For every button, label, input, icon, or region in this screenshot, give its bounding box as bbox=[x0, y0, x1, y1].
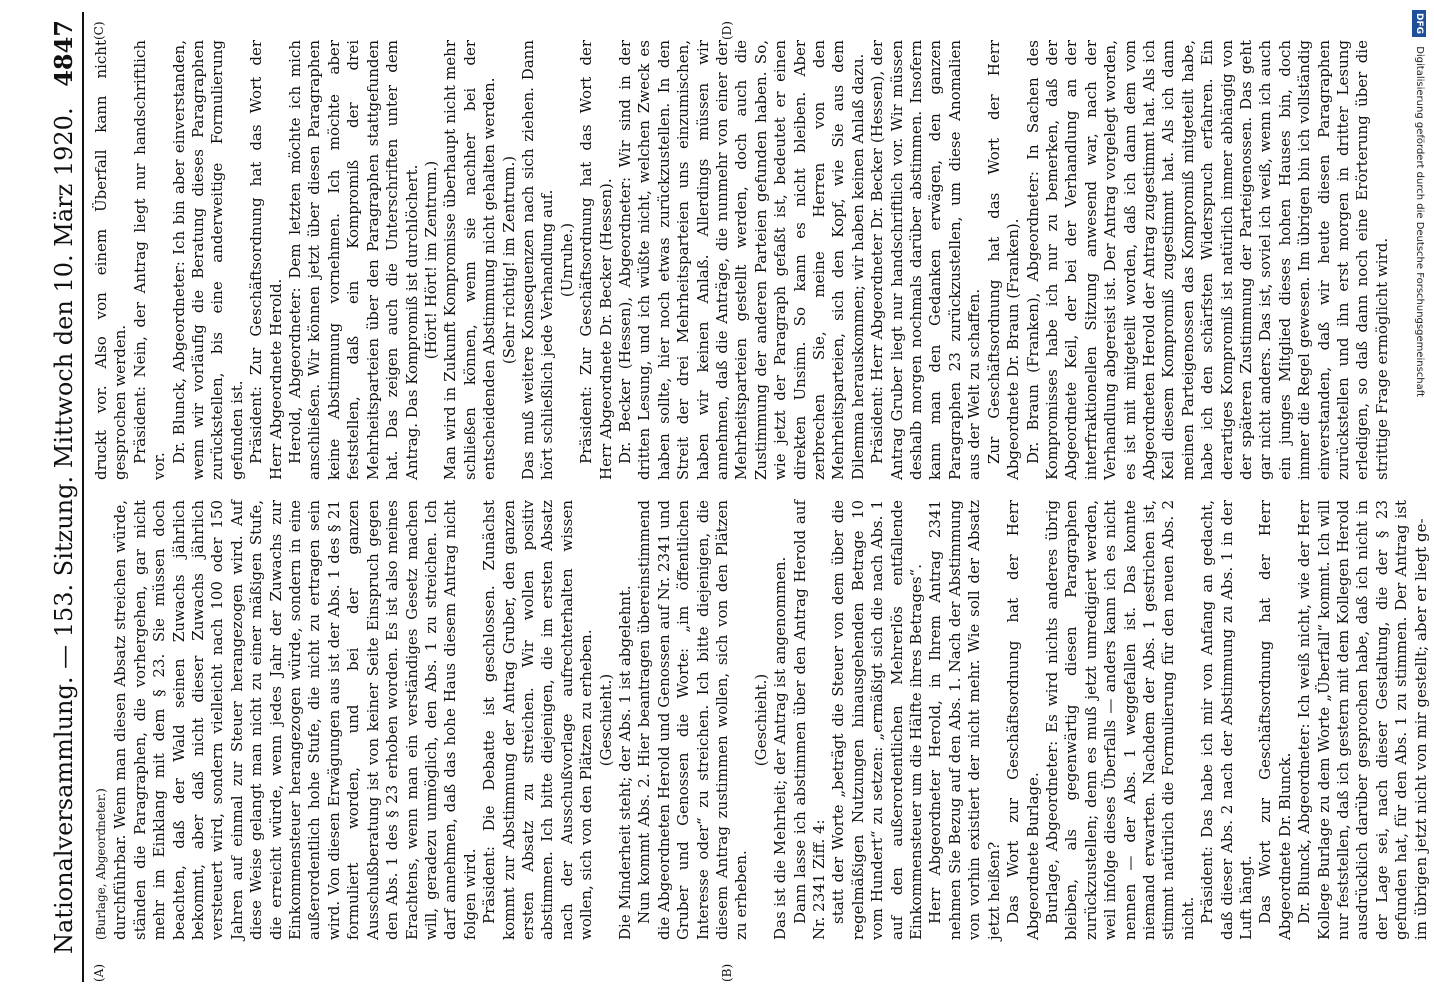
paragraph: Das Wort zur Geschäftsordnung hat der Herr Abgeordnete Dr. Blunck. bbox=[1256, 500, 1294, 940]
paragraph: druckt vor. Also von einem Überfall kann nicht gesprochen werden. bbox=[92, 40, 130, 480]
left-column bbox=[92, 500, 1430, 940]
right-column bbox=[92, 40, 1391, 480]
paragraph: Dr. Becker (Hessen), Abgeordneter: Wir sind in der dritten Lesung, und ich wüßte nicht, welchen Zweck es haben sollte, hier noch etwas zurückzustellen. In den Streit der drei Mehrheitsparteien uns einzumischen, haben wir keinen Anlaß. Allerdings müssen wir annehmen, daß die Anträge, die nunmehr von einer der Mehrheitsparteien gestellt werden, doch auch die Zustimmung der anderen Parteien gefunden haben. So, wie jetzt der Paragraph gefaßt ist, bedeutet er einen direkten Unsinn. So kann es nicht bleiben. Aber zerbrechen Sie, meine Herren von den Mehrheitsparteien, sich den Kopf, wie Sie aus dem Dilemma herauskommen; wir haben keinen Anlaß dazu. bbox=[615, 40, 867, 480]
digitization-note bbox=[1412, 10, 1426, 990]
paragraph: Das ist die Mehrheit; der Antrag ist angenommen. bbox=[771, 556, 790, 940]
paragraph: Präsident: Zur Geschäftsordnung hat das Wort der Herr Abgeordnete Dr. Becker (Hessen). bbox=[577, 40, 615, 480]
digitization-text: Digitalisierung gefördert durch die Deutsche Forschungsgemeinschaft bbox=[1414, 46, 1425, 398]
page-header bbox=[46, 12, 84, 982]
paragraph: Herr Abgeordneter Herold, in Ihrem Antrag 2341 nehmen Sie Bezug auf den Abs. 1. Nach der Abstimmung von vorhin existiert der nicht mehr. Wie soll der Absatz jetzt heißen? bbox=[926, 500, 1003, 940]
paragraph: Nun kommt Abs. 2. Hier beantragen übereinstimmend die Abgeordneten Herold und Genossen auf Nr. 2341 und Gruber und Genossen die Worte: „im öffentlichen Interesse oder“ zu streichen. Ich bitte diejenigen, die diesem Antrag zustimmen wollen, sich von den Plätzen zu erheben. bbox=[635, 500, 751, 940]
quoted-amendment: statt der Worte „beträgt die Steuer von dem über die regelmäßigen Nutzungen hinausgehenden Betrage 10 vom Hundert“ zu setzen: „ermäßigt sich die nach Abs. 1 auf den außerordentlichen Mehrerlös entfallende Einkommensteuer um die Hälfte ihres Betrages“. bbox=[829, 500, 926, 940]
margin-marker-b: (B) bbox=[720, 963, 734, 982]
paragraph: Dann lasse ich abstimmen über den Antrag Herold auf Nr. 2341 Ziff. 4: bbox=[790, 500, 829, 940]
stage-direction: (Sehr richtig! im Zentrum.) bbox=[499, 155, 518, 365]
stage-direction: (Hört! Hört! im Zentrum.) bbox=[421, 160, 440, 360]
speaker-continuation: (Burlage, Abgeordneter.) bbox=[94, 788, 108, 940]
page-number: 4847 bbox=[49, 20, 78, 87]
paragraph: Zur Geschäftsordnung hat das Wort der Herr Abgeordnete Dr. Braun (Franken). bbox=[984, 40, 1023, 480]
paragraph: Dr. Blunck, Abgeordneter: Ich bin aber einverstanden, wenn wir vorläufig die Beratung dieses Paragraphen zurückstellen, bis eine anderweitige Formulierung gefunden ist. bbox=[169, 40, 246, 480]
paragraph: Burlage, Abgeordneter: Es wird nichts anderes übrig bleiben, als gegenwärtig diesen Paragraphen zurückzustellen; denn es muß jetzt umredigiert werden, weil infolge dieses Überfalls — anders kann ich es nicht nennen — der Abs. 1 weggefallen ist. Das konnte niemand erwarten. Nachdem der Abs. 1 gestrichen ist, stimmt natürlich die Formulierung für den neuen Abs. 2 nicht. bbox=[1042, 500, 1197, 940]
stage-direction: (Unruhe.) bbox=[557, 222, 576, 298]
margin-marker-c: (C) bbox=[92, 21, 106, 40]
paragraph: Dr. Braun (Franken), Abgeordneter: In Sachen des Kompromisses habe ich nur zu bemerken, daß der Abgeordnete Keil, der bei der Verhandlung an der interfraktionellen Sitzung anwesend war, nach der Verhandlung abgereist ist. Der Antrag vorgelegt worden, es ist mit mitgeteilt worden, daß ich dann dem vom Abgeordneten Herold der Antrag zugestimmt hat. Als ich Keil diesem Kompromiß zugestimmt hat. Als ich dann meinen Parteigenossen das Kompromiß mitgeteilt habe, habe ich den schärfsten Widerspruch erfahren. Ein derartiges Kompromiß ist natürlich immer abhängig von der späteren Zustimmung der Parteigenossen. Das geht gar nicht anders. Das ist, soviel ich weiß, wenn ich auch ein junges Mitglied dieses hohen Hauses bin, doch immer die Regel gewesen. Im übrigen bin ich vollständig einverstanden, daß wir heute diesen Paragraphen zurückstellen und ihn erst morgen in dritter Lesung erledigen, so daß dann noch eine Erörterung über die strittige Frage ermöglicht wird. bbox=[1023, 40, 1391, 480]
paragraph: Präsident: Die Debatte ist geschlossen. Zunächst kommt zur Abstimmung der Antrag Gruber, den ganzen ersten Absatz zu streichen. Wir wollen positiv abstimmen. Ich bitte diejenigen, die im ersten Absatz nach der Ausschußvorlage aufrechterhalten wissen wollen, sich von den Plätzen zu erheben. bbox=[480, 500, 596, 940]
paragraph: Herold, Abgeordneter: Dem letzten möchte ich mich anschließen. Wir können jetzt über diesen Paragraphen keine Abstimmung vornehmen. Ich möchte aber feststellen, daß ein Kompromiß der drei Mehrheitsparteien über den Paragraphen stattgefunden hat. Das zeigen auch die Unterschriften unter dem Antrag. Das Kompromiß ist durchlöchert. bbox=[286, 40, 421, 480]
stage-direction: (Geschieht.) bbox=[596, 673, 615, 767]
margin-marker-a: (A) bbox=[92, 963, 106, 982]
stage-direction: (Geschieht.) bbox=[751, 673, 770, 767]
page-title: Nationalversammlung. — 153. Sitzung. Mittwoch den 10. März 1920. bbox=[50, 107, 78, 954]
paragraph: Präsident: Zur Geschäftsordnung hat das Wort der Herr Abgeordnete Herold. bbox=[247, 40, 285, 480]
paragraph: Man wird in Zukunft Kompromisse überhaupt nicht mehr schließen können, wenn sie nachher bei der entscheidenden Abstimmung nicht gehalten werden. bbox=[441, 40, 499, 480]
margin-marker-d: (D) bbox=[720, 21, 734, 40]
paragraph: Die Minderheit steht; der Abs. 1 ist abgelehnt. bbox=[615, 585, 634, 940]
paragraph: Das muß weitere Konsequenzen nach sich ziehen. Dann hört schließlich jede Verhandlung auf. bbox=[518, 40, 557, 480]
dfg-logo: DFG bbox=[1412, 10, 1426, 37]
paragraph: Das Wort zur Geschäftsordnung hat der Herr Abgeordnete Burlage. bbox=[1004, 500, 1042, 940]
paragraph: Präsident: Herr Abgeordneter Dr. Becker (Hessen), der Antrag Gruber liegt nur handschriftlich vor. Wir müssen deshalb morgen nochmals darüber abstimmen. Insofern kann man den Gedanken erwägen, den ganzen Paragraphen 23 zurückzustellen, um diese Anomalien aus der Welt zu schaffen. bbox=[868, 40, 984, 480]
paragraph: Dr. Blunck, Abgeordneter: Ich weiß nicht, wie der Herr Kollege Burlage zu dem Worte „Überfall“ kommt. Ich will nur feststellen, daß ich gestern mit dem Kollegen Herold ausdrücklich darüber gesprochen habe, daß ich nicht in der Lage sei, nach dieser Gestaltung, die der § 23 gefunden hat, für den Abs. 1 zu stimmen. Der Antrag ist im übrigen jetzt nicht von mir gestellt; aber er liegt ge- bbox=[1295, 500, 1430, 940]
paragraph: Präsident: Nein, der Antrag liegt nur handschriftlich vor. bbox=[130, 40, 169, 480]
paragraph: durchführbar. Wenn man diesen Absatz streichen würde, ständen die Paragraphen, die vorhergehen, gar nicht mehr im Einklang mit dem § 23. Sie müssen doch beachten, daß der Wald seinen Zuwachs jährlich bekommt, aber daß nicht dieser Zuwachs jährlich versteuert wird, sondern vielleicht nach 100 oder 150 Jahren auf einmal zur Steuer herangezogen wird. Auf diese Weise gelangt man nicht zu einer mäßigen Stufe, die erreicht würde, wenn jedes Jahr der Zuwachs zur Einkommensteuer herangezogen würde, sondern in eine außerordentlich hohe Stufe, die nicht zu ertragen sein wird. Von diesen Erwägungen aus ist der Abs. 1 des § 21 formuliert worden, und bei der ganzen Ausschußberatung ist von keiner Seite Einspruch gegen den Abs. 1 des § 23 erhoben worden. Es ist also meines Erachtens, wenn man ein verständiges Gesetz machen will, geradezu unmöglich, den Abs. 1 zu streichen. Ich darf annehmen, daß das hohe Haus diesem Antrag nicht folgen wird. bbox=[111, 500, 479, 940]
paragraph: Präsident: Das habe ich mir von Anfang an gedacht, daß dieser Abs. 2 nach der Abstimmung zu Abs. 1 in der Luft hängt. bbox=[1198, 500, 1255, 940]
